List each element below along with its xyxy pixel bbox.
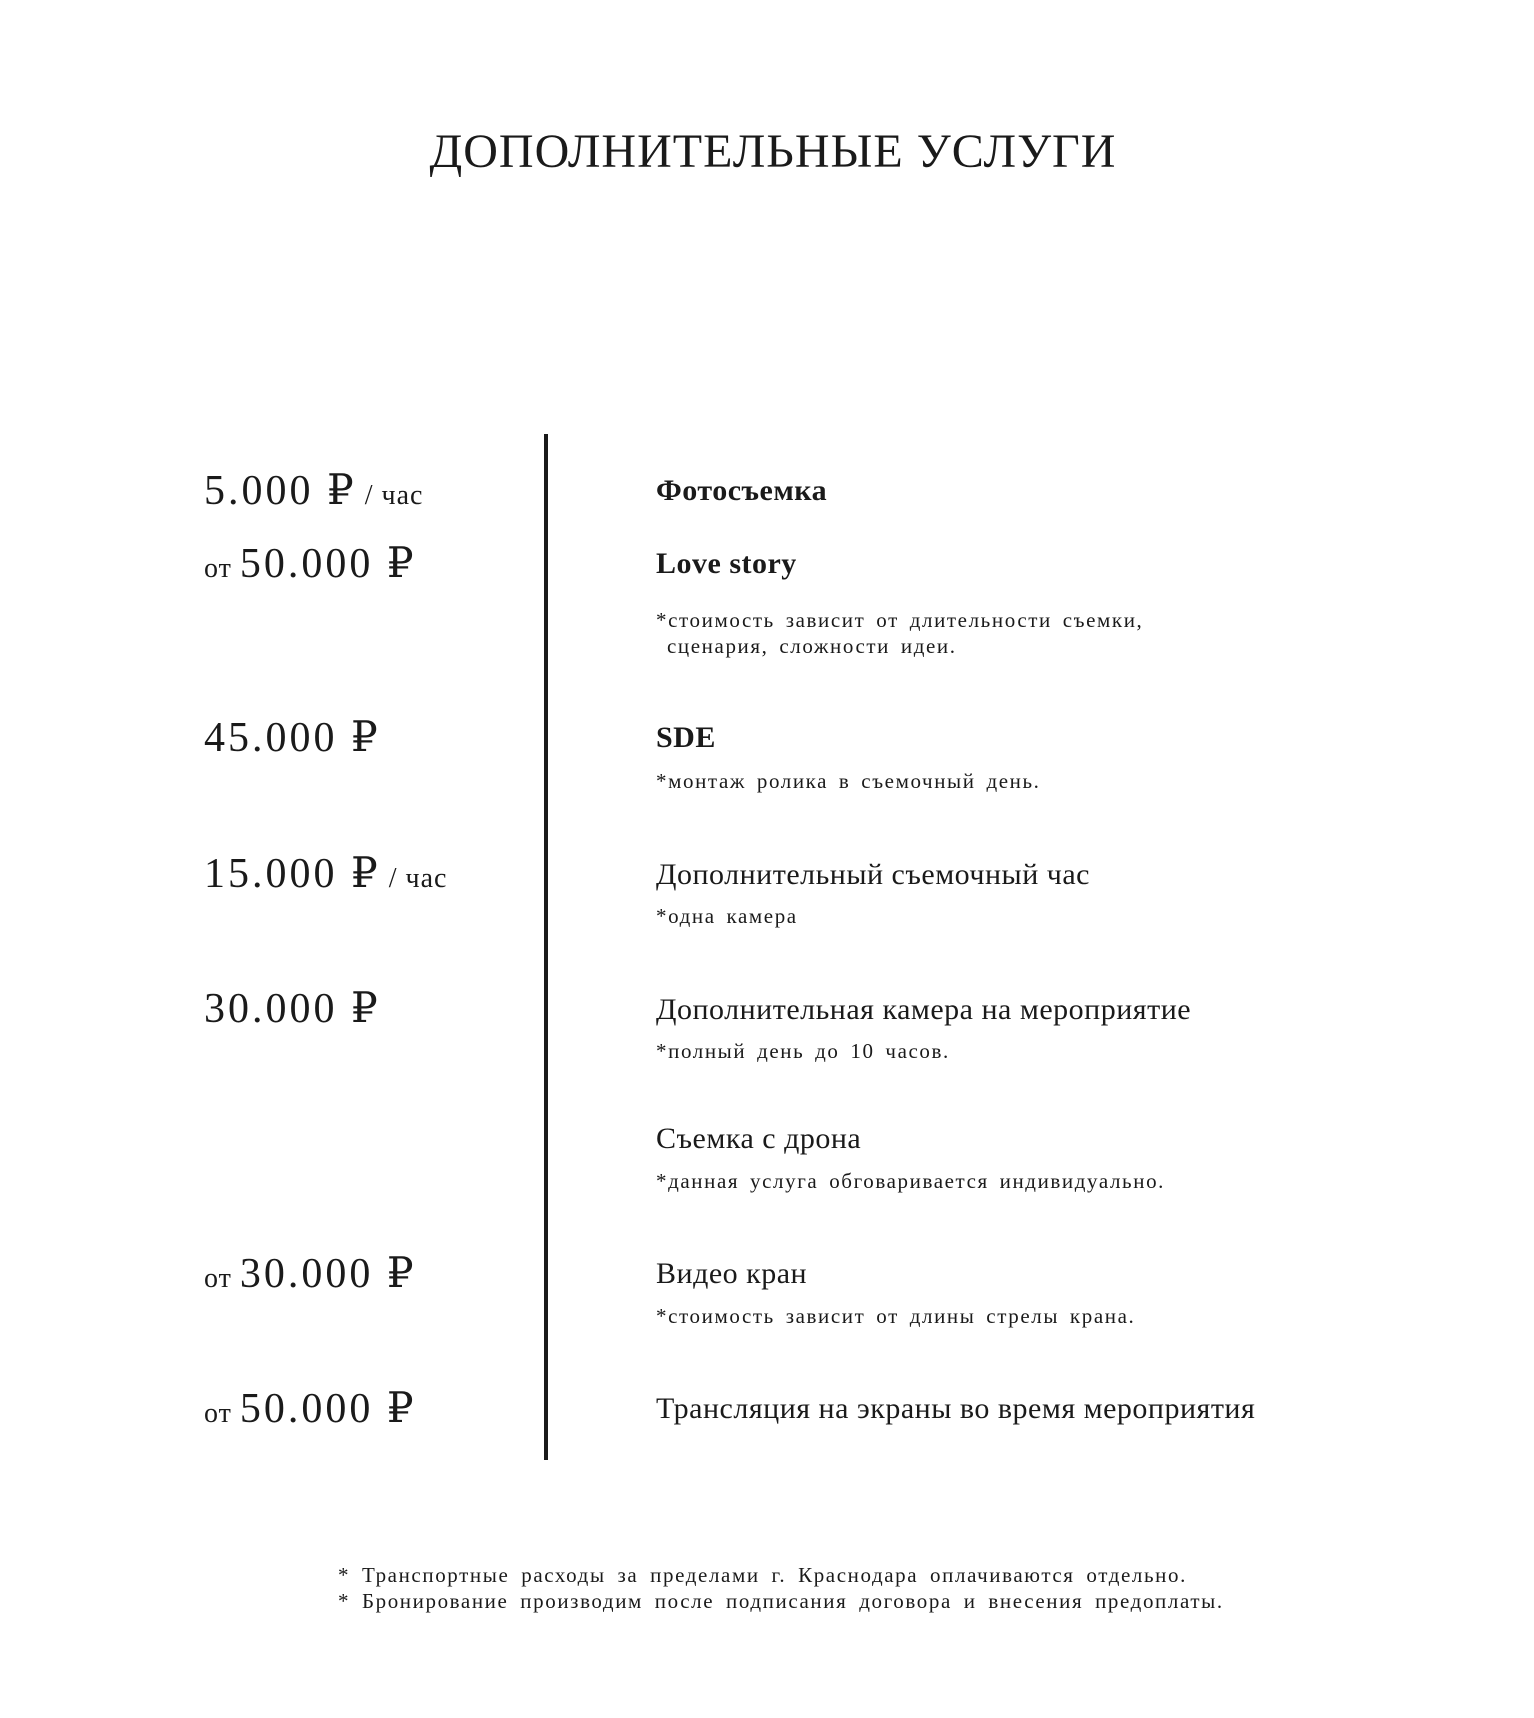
service-title-video-crane: Видео кран [656, 1257, 808, 1290]
price-extra-camera [204, 988, 381, 1030]
price-prefix: от [204, 553, 240, 584]
price-video-crane [204, 1253, 417, 1295]
service-note-extra-camera [656, 1038, 950, 1064]
note-line: сценария, сложности идеи. [667, 634, 957, 658]
note-line: *стоимость зависит от длительности съемки, [656, 608, 1144, 632]
service-title-drone: Съемка с дрона [656, 1122, 862, 1155]
footnote: * Бронирование производим после подписания договора и внесения предоплаты. [338, 1589, 1224, 1613]
price-prefix: от [204, 1398, 240, 1429]
price-amount: 5.000 ₽ [204, 468, 357, 514]
price-extra-hour [204, 853, 447, 895]
price-amount: 45.000 ₽ [204, 715, 381, 761]
service-note-extra-hour [656, 903, 798, 929]
note-line: *монтаж ролика в съемочный день. [656, 769, 1041, 793]
service-note-drone [656, 1168, 1165, 1194]
price-unit: / час [356, 480, 424, 511]
price-sde [204, 717, 381, 759]
service-note-love-story [656, 607, 1143, 659]
price-prefix: от [204, 1263, 240, 1294]
price-photo [204, 470, 423, 512]
price-amount: 30.000 ₽ [204, 986, 381, 1032]
footnotes [338, 1562, 1224, 1614]
price-amount: 50.000 ₽ [239, 541, 417, 587]
price-amount: 15.000 ₽ [204, 851, 381, 897]
price-broadcast [204, 1388, 417, 1430]
note-line: *одна камера [656, 904, 798, 928]
price-amount: 50.000 ₽ [239, 1386, 417, 1432]
service-title-extra-camera: Дополнительная камера на мероприятие [656, 993, 1192, 1026]
service-title-love-story: Love story [656, 547, 797, 580]
price-amount: 30.000 ₽ [239, 1251, 417, 1297]
service-note-sde [656, 768, 1041, 794]
service-title-broadcast: Трансляция на экраны во время мероприятия [656, 1392, 1256, 1425]
vertical-divider [544, 434, 548, 1460]
service-title-sde: SDE [656, 721, 716, 754]
service-title-photo: Фотосъемка [656, 474, 828, 507]
service-title-extra-hour: Дополнительный съемочный час [656, 858, 1090, 891]
price-love-story [204, 543, 417, 585]
note-line: *полный день до 10 часов. [656, 1039, 950, 1063]
footnote: * Транспортные расходы за пределами г. Краснодара оплачиваются отдельно. [338, 1563, 1187, 1587]
note-line: *стоимость зависит от длины стрелы крана. [656, 1304, 1136, 1328]
price-unit: / час [380, 863, 448, 894]
note-line: *данная услуга обговаривается индивидуально. [656, 1169, 1166, 1193]
page-title: ДОПОЛНИТЕЛЬНЫЕ УСЛУГИ [429, 125, 1117, 178]
service-note-video-crane [656, 1303, 1135, 1329]
